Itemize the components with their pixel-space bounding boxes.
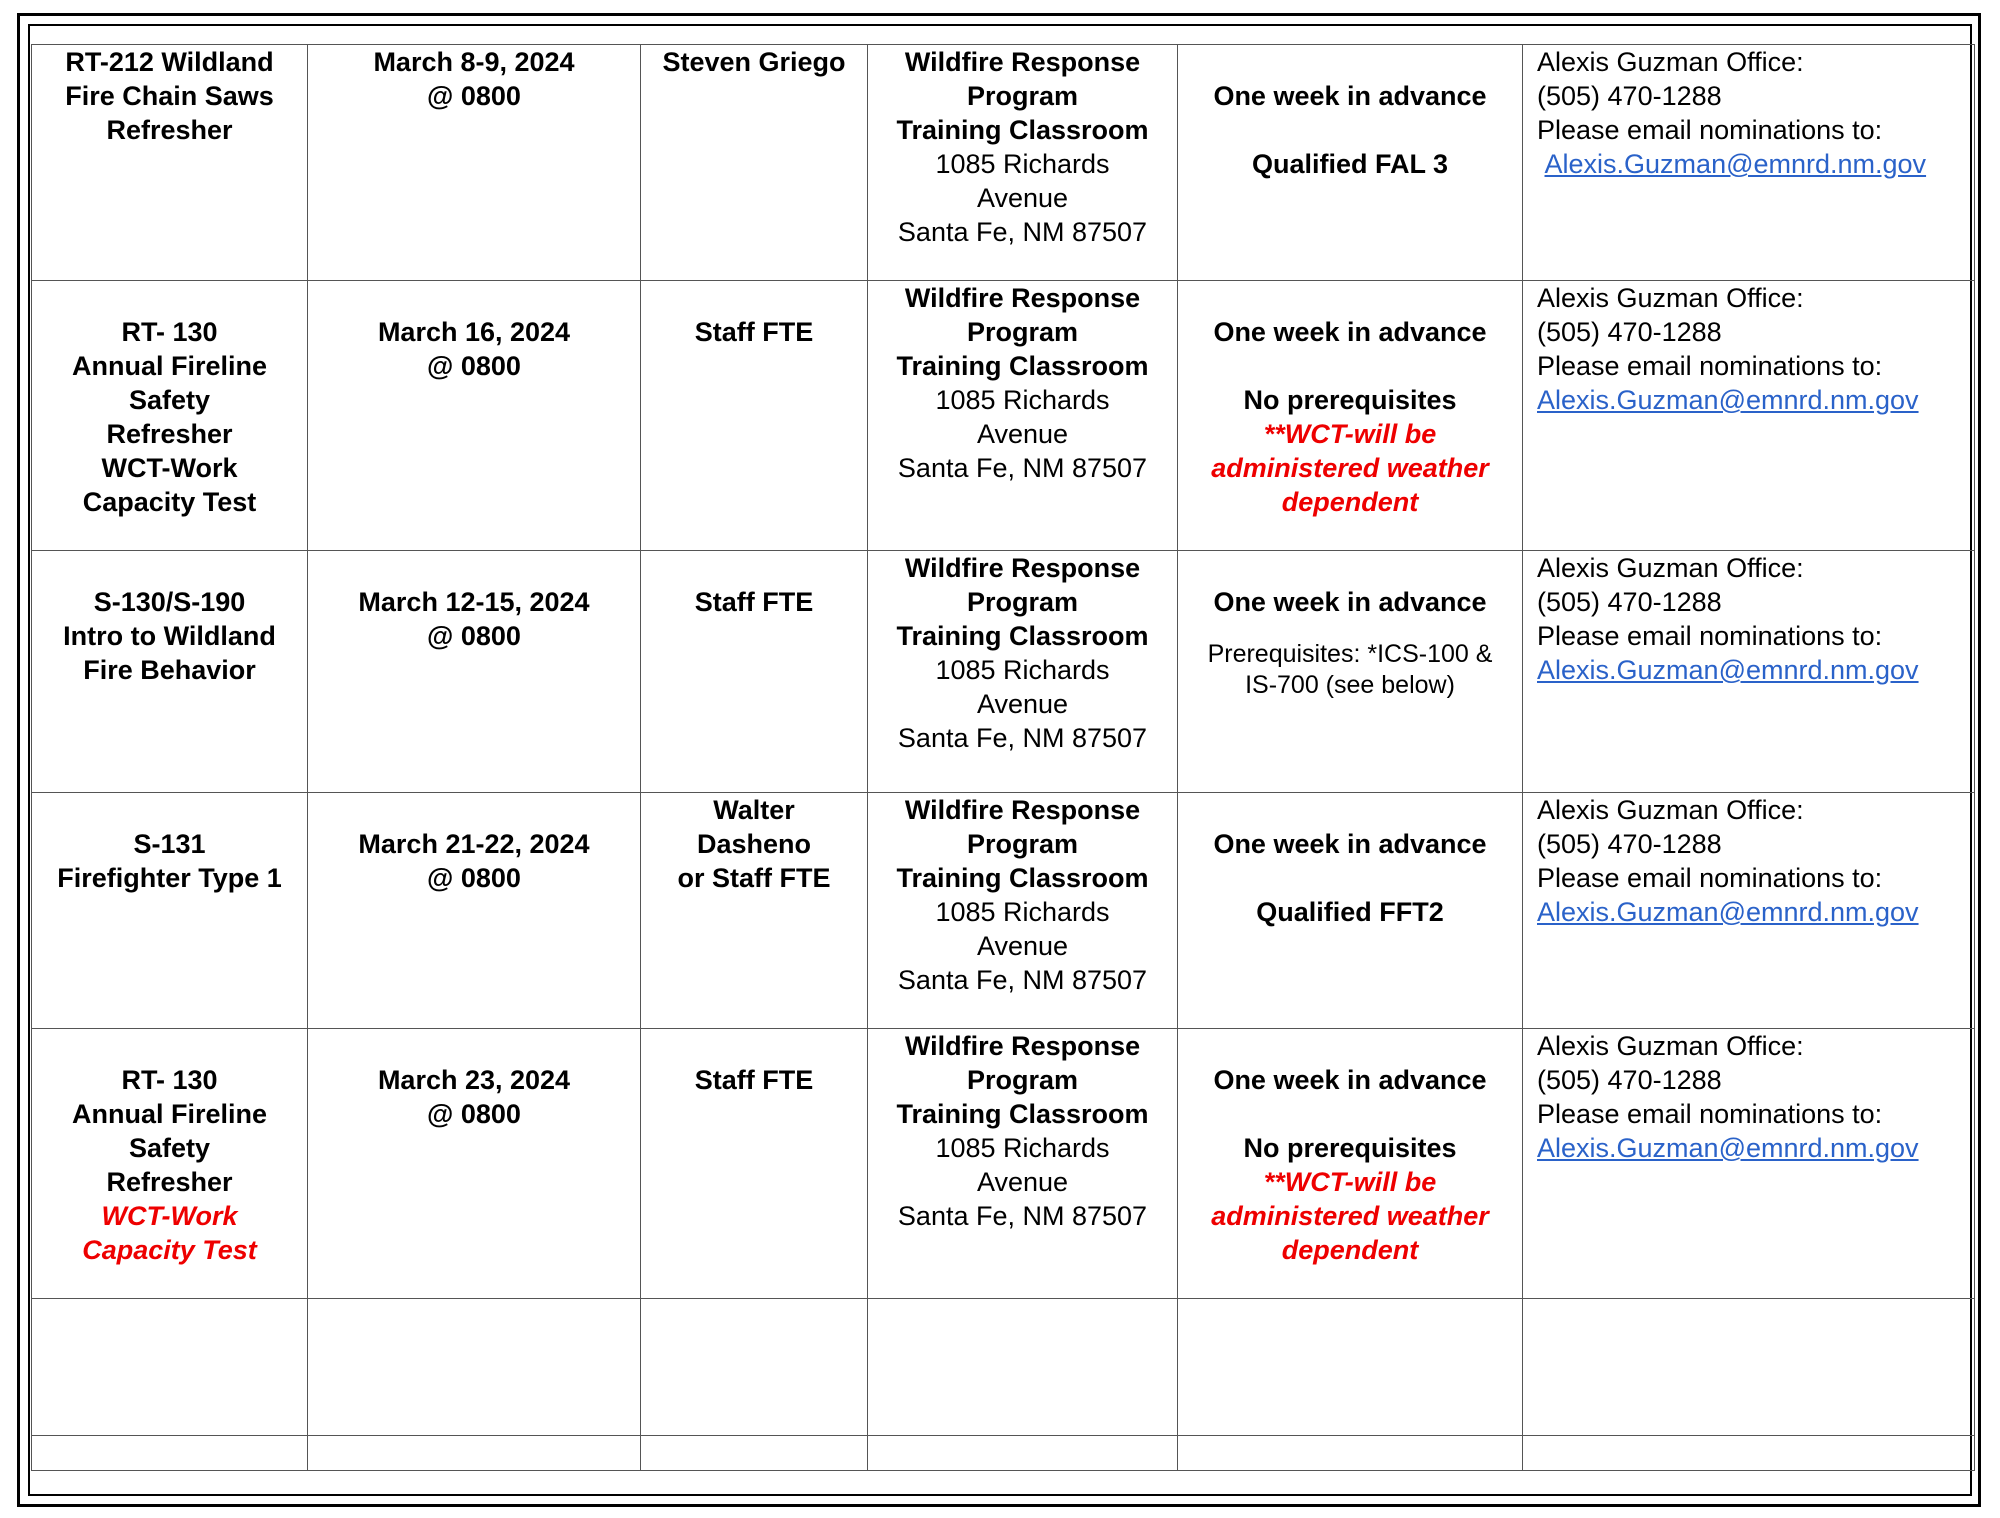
empty-cell [308, 1299, 641, 1436]
contact-line: Alexis Guzman Office: [1537, 47, 1804, 77]
contact-cell [1523, 1029, 1975, 1299]
instructor-cell [641, 1029, 868, 1299]
requirements-cell [1178, 281, 1523, 551]
course-line: Annual Fireline [71, 351, 268, 381]
email-link[interactable]: Alexis.Guzman@emnrd.nm.gov [1537, 385, 1919, 415]
wct-note: administered weather [1211, 1201, 1489, 1231]
empty-cell [868, 1299, 1178, 1436]
instructor-line: Dasheno [696, 829, 812, 859]
table-row [32, 793, 1975, 1029]
contact-line: Please email nominations to: [1537, 863, 1883, 893]
course-line: S-130/S-190 [93, 587, 246, 617]
course-line: Fire Behavior [83, 655, 256, 685]
course-line: Firefighter Type 1 [57, 863, 282, 893]
date-line: March 12-15, 2024 [358, 587, 590, 617]
empty-cell [32, 1436, 308, 1471]
contact-line: Please email nominations to: [1537, 351, 1883, 381]
address-line: Santa Fe, NM 87507 [897, 1201, 1148, 1231]
wct-note: dependent [1281, 487, 1419, 517]
empty-cell [1178, 1436, 1523, 1471]
table-row [32, 551, 1975, 793]
contact-line: Please email nominations to: [1537, 621, 1883, 651]
course-line-red: Capacity Test [82, 1235, 257, 1265]
instructor-cell [641, 45, 868, 281]
address-line: 1085 Richards [935, 897, 1110, 927]
wct-note: **WCT-will be [1263, 419, 1437, 449]
location-line: Wildfire Response [904, 1031, 1141, 1061]
address-line: 1085 Richards [935, 1133, 1110, 1163]
location-line: Wildfire Response [904, 283, 1141, 313]
course-line: Safety [128, 1133, 211, 1163]
prereq-text: No prerequisites [1243, 1133, 1457, 1163]
requirements-cell [1178, 45, 1523, 281]
empty-row [32, 1436, 1975, 1471]
contact-cell [1523, 793, 1975, 1029]
training-schedule-table [31, 44, 1975, 1471]
address-line: Santa Fe, NM 87507 [897, 217, 1148, 247]
requirements-cell [1178, 551, 1523, 793]
time-line: @ 0800 [427, 863, 521, 893]
prereq-text: Prerequisites: *ICS-100 & [1207, 640, 1493, 668]
location-line: Training Classroom [896, 621, 1149, 651]
course-cell [32, 1029, 308, 1299]
location-line: Program [966, 317, 1079, 347]
email-link[interactable]: Alexis.Guzman@emnrd.nm.gov [1537, 1133, 1919, 1163]
location-line: Wildfire Response [904, 47, 1141, 77]
email-link[interactable]: Alexis.Guzman@emnrd.nm.gov [1537, 897, 1919, 927]
wct-note: **WCT-will be [1263, 1167, 1437, 1197]
empty-cell [32, 1299, 308, 1436]
address-line: Avenue [976, 1167, 1069, 1197]
empty-row [32, 1299, 1975, 1436]
location-line: Wildfire Response [904, 795, 1141, 825]
prereq-text: IS-700 (see below) [1245, 671, 1455, 699]
table-row [32, 1029, 1975, 1299]
contact-line: Alexis Guzman Office: [1537, 283, 1804, 313]
contact-line: Please email nominations to: [1537, 1099, 1883, 1129]
location-cell [868, 793, 1178, 1029]
time-line: @ 0800 [427, 351, 521, 381]
contact-phone: (505) 470-1288 [1537, 317, 1722, 347]
course-line: Refresher [106, 419, 233, 449]
empty-cell [1523, 1299, 1975, 1436]
empty-cell [641, 1436, 868, 1471]
prereq-text: Qualified FAL 3 [1251, 149, 1449, 179]
contact-phone: (505) 470-1288 [1537, 1065, 1722, 1095]
requirements-cell [1178, 793, 1523, 1029]
prereq-text: Qualified FFT2 [1256, 897, 1444, 927]
date-line: March 8-9, 2024 [373, 47, 575, 77]
time-line: @ 0800 [427, 1099, 521, 1129]
date-line: March 23, 2024 [377, 1065, 571, 1095]
time-line: @ 0800 [427, 81, 521, 111]
empty-cell [868, 1436, 1178, 1471]
course-line: Refresher [106, 115, 233, 145]
address-line: Avenue [976, 689, 1069, 719]
course-cell [32, 793, 308, 1029]
wct-note: dependent [1281, 1235, 1419, 1265]
contact-line: Alexis Guzman Office: [1537, 795, 1804, 825]
course-cell [32, 551, 308, 793]
instructor-line: Staff FTE [694, 1065, 814, 1095]
location-line: Program [966, 81, 1079, 111]
location-cell [868, 281, 1178, 551]
course-cell [32, 281, 308, 551]
course-cell [32, 45, 308, 281]
location-line: Program [966, 829, 1079, 859]
location-line: Training Classroom [896, 863, 1149, 893]
course-line: RT-212 Wildland [65, 47, 274, 77]
empty-cell [1523, 1436, 1975, 1471]
course-line: RT- 130 [121, 1065, 218, 1095]
empty-cell [641, 1299, 868, 1436]
course-line: Annual Fireline [71, 1099, 268, 1129]
deadline-text: One week in advance [1213, 81, 1487, 111]
date-cell [308, 793, 641, 1029]
deadline-text: One week in advance [1213, 587, 1487, 617]
address-line: Santa Fe, NM 87507 [897, 453, 1148, 483]
date-cell [308, 45, 641, 281]
date-cell [308, 1029, 641, 1299]
deadline-text: One week in advance [1213, 1065, 1487, 1095]
table-row [32, 45, 1975, 281]
address-line: Avenue [976, 931, 1069, 961]
contact-phone: (505) 470-1288 [1537, 829, 1722, 859]
requirements-cell [1178, 1029, 1523, 1299]
course-line: Safety [128, 385, 211, 415]
course-line: Fire Chain Saws [65, 81, 274, 111]
location-cell [868, 1029, 1178, 1299]
prereq-text: No prerequisites [1243, 385, 1457, 415]
course-line: Capacity Test [82, 487, 257, 517]
contact-phone: (505) 470-1288 [1537, 81, 1722, 111]
course-line: Refresher [106, 1167, 233, 1197]
empty-cell [308, 1436, 641, 1471]
contact-phone: (505) 470-1288 [1537, 587, 1722, 617]
location-line: Training Classroom [896, 1099, 1149, 1129]
instructor-line: Staff FTE [694, 317, 814, 347]
contact-cell [1523, 45, 1975, 281]
address-line: Avenue [976, 183, 1069, 213]
contact-line: Alexis Guzman Office: [1537, 553, 1804, 583]
email-link[interactable]: Alexis.Guzman@emnrd.nm.gov [1544, 149, 1927, 179]
contact-cell [1523, 551, 1975, 793]
course-line: Intro to Wildland [63, 621, 276, 651]
course-line: WCT-Work [101, 453, 238, 483]
contact-line: Alexis Guzman Office: [1537, 1031, 1804, 1061]
location-line: Program [966, 1065, 1079, 1095]
address-line: 1085 Richards [935, 385, 1110, 415]
location-cell [868, 45, 1178, 281]
location-line: Training Classroom [896, 115, 1149, 145]
instructor-line: Walter [713, 795, 795, 825]
course-line-red: WCT-Work [101, 1201, 238, 1231]
email-link[interactable]: Alexis.Guzman@emnrd.nm.gov [1537, 655, 1919, 685]
instructor-cell [641, 793, 868, 1029]
contact-line: Please email nominations to: [1537, 115, 1883, 145]
location-line: Training Classroom [896, 351, 1149, 381]
wct-note: administered weather [1211, 453, 1489, 483]
address-line: 1085 Richards [935, 149, 1110, 179]
instructor-cell [641, 551, 868, 793]
date-cell [308, 281, 641, 551]
date-line: March 21-22, 2024 [358, 829, 590, 859]
address-line: Avenue [976, 419, 1069, 449]
address-line: 1085 Richards [935, 655, 1110, 685]
date-cell [308, 551, 641, 793]
contact-cell [1523, 281, 1975, 551]
course-line: S-131 [133, 829, 206, 859]
deadline-text: One week in advance [1213, 829, 1487, 859]
course-line: RT- 130 [121, 317, 218, 347]
empty-cell [1178, 1299, 1523, 1436]
location-line: Program [966, 587, 1079, 617]
date-line: March 16, 2024 [377, 317, 571, 347]
instructor-cell [641, 281, 868, 551]
location-cell [868, 551, 1178, 793]
instructor-line: or Staff FTE [677, 863, 831, 893]
location-line: Wildfire Response [904, 553, 1141, 583]
address-line: Santa Fe, NM 87507 [897, 965, 1148, 995]
deadline-text: One week in advance [1213, 317, 1487, 347]
address-line: Santa Fe, NM 87507 [897, 723, 1148, 753]
instructor-line: Staff FTE [694, 587, 814, 617]
table-row [32, 281, 1975, 551]
instructor-line: Steven Griego [662, 47, 846, 77]
time-line: @ 0800 [427, 621, 521, 651]
